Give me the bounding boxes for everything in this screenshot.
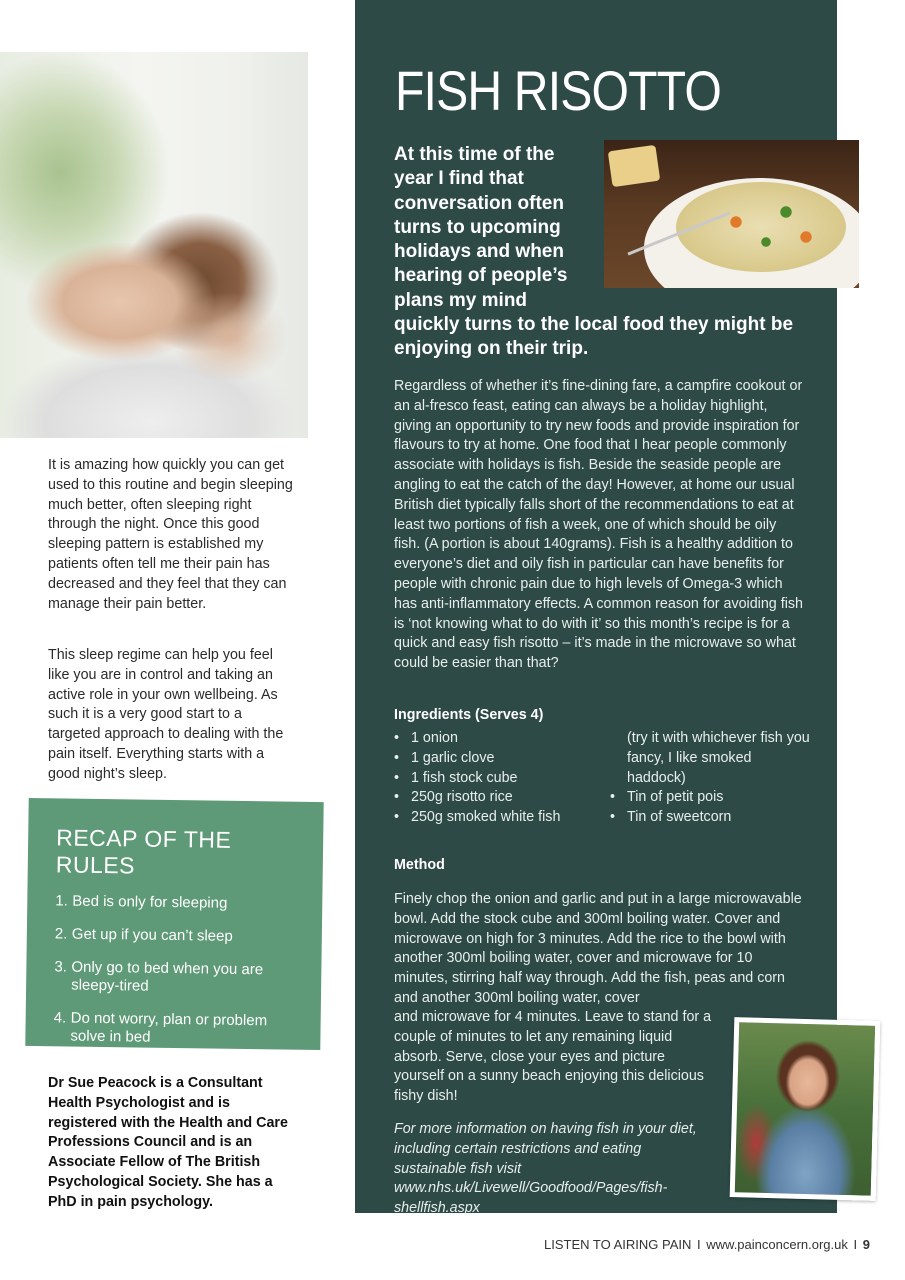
intro-paragraph: Regardless of whether it’s fine-dining fare, a campfire cookout or an al-fresco feast, eating can always be a holiday highlight, giving an opportunity to try new foods and provide inspiration for flavours to try at home. One food that I hear people commonly associate with holidays is fish. Beside the seaside people are angling to eat the catch of the day! However, at home our usual British diet typically falls short of the recommendations to eat at least two portions of fish a week, one of which should be oily fish. (A portion is about 140grams). Fish is a healthy addition to everyone’s diet and oily fish in particular can have benefits for people with chronic pain due to high levels of Omega-3 which has anti-inflammatory effects. A common reason for avoiding fish is ‘not knowing what to do with it’ so this month’s recipe is for a quick and easy fish risotto – it’s made in the microwave so what could be easier than that?	[394, 378, 803, 672]
author-photo	[730, 1017, 881, 1201]
rules-list	[53, 892, 302, 1048]
ingredient-continuation: (try it with whichever fish you fancy, I like smoked haddock)	[627, 730, 810, 786]
ingredient-item: • Tin of petit pois	[610, 788, 810, 808]
rule-item: 2. Get up if you can’t sleep	[54, 925, 233, 945]
risotto-photo	[604, 140, 859, 288]
footer-url[interactable]: www.painconcern.org.uk	[706, 1237, 848, 1252]
ingredients-title: Ingredients (Serves 4)	[394, 707, 544, 723]
method-paragraph: Finely chop the onion and garlic and put in a large microwavable bowl. Add the stock cube and 300ml boiling water. Cover and microwave on high for 3 minutes. Add the rice to the bowl with another 300ml boiling water, cover and microwave for 10 minutes, stirring half way through. Add the fish, peas and corn and another 300ml boiling water, cover	[394, 891, 802, 1006]
relaxing-woman-photo	[0, 52, 308, 438]
footer	[544, 1237, 870, 1252]
more-info-text: For more information on having fish in your diet, including certain restrictions and eating sustainable fish visit www.nhs.uk/Livewell/Goodfood/Pages/fish-shellfish.aspx	[394, 1121, 697, 1217]
lead-text-part2: quickly turns to the local food they might be enjoying on their trip.	[394, 314, 794, 360]
sleep-paragraph-1: It is amazing how quickly you can get used to this routine and begin sleeping much better, often sleeping right through the night. Once this good sleeping pattern is established my patients often tell me their pain has decreased and they feel that they can manage their pain better.	[48, 457, 293, 612]
sleep-paragraph-2: This sleep regime can help you feel like you are in control and taking an active role in your own wellbeing. As such it is a very good start to a targeted approach to dealing with the pain itself. Everything starts with a good night’s sleep.	[48, 647, 284, 782]
rule-item: 1. Bed is only for sleeping	[55, 892, 228, 912]
ingredient-item: • Tin of sweetcorn	[610, 808, 810, 828]
ingredient-item: • 1 garlic clove	[394, 749, 584, 769]
rule-item: 3. Only go to bed when you are sleepy-tired	[54, 958, 264, 995]
footer-separator: I	[853, 1237, 858, 1252]
ingredients-list-left	[394, 729, 584, 828]
ingredient-item: • 250g risotto rice	[394, 788, 584, 808]
rule-item: 4. Do not worry, plan or problem solve in bed	[53, 1009, 268, 1046]
page-title: FISH RISOTTO	[395, 59, 721, 122]
ingredient-item: • 250g smoked white fish	[394, 808, 584, 828]
recap-box	[25, 798, 323, 1050]
method-title: Method	[394, 857, 445, 873]
method-paragraph-end: and microwave for 4 minutes. Leave to stand for a couple of minutes to let any remaining liquid absorb. Serve, close your eyes and picture yourself on a sunny beach enjoying this delicious fishy dish!	[394, 1009, 712, 1105]
author-bio: Dr Sue Peacock is a Consultant Health Psychologist and is registered with the Health and Care Professions Council and is an Associate Fellow of The British Psychological Society. She has a PhD in pain psychology.	[48, 1075, 288, 1210]
lead-text-part1: At this time of the year I find that conversation often turns to upcoming holidays and when hearing of people’s plans my mind	[394, 144, 568, 311]
recap-title: RECAP OF THE RULES	[55, 824, 232, 879]
footer-label: LISTEN TO AIRING PAIN	[544, 1237, 692, 1252]
ingredient-item: • 1 fish stock cube	[394, 769, 584, 789]
ingredient-item: • 1 onion	[394, 729, 584, 749]
ingredients-list-right	[610, 729, 810, 828]
page-number: 9	[862, 1237, 870, 1252]
footer-separator: I	[697, 1237, 701, 1252]
